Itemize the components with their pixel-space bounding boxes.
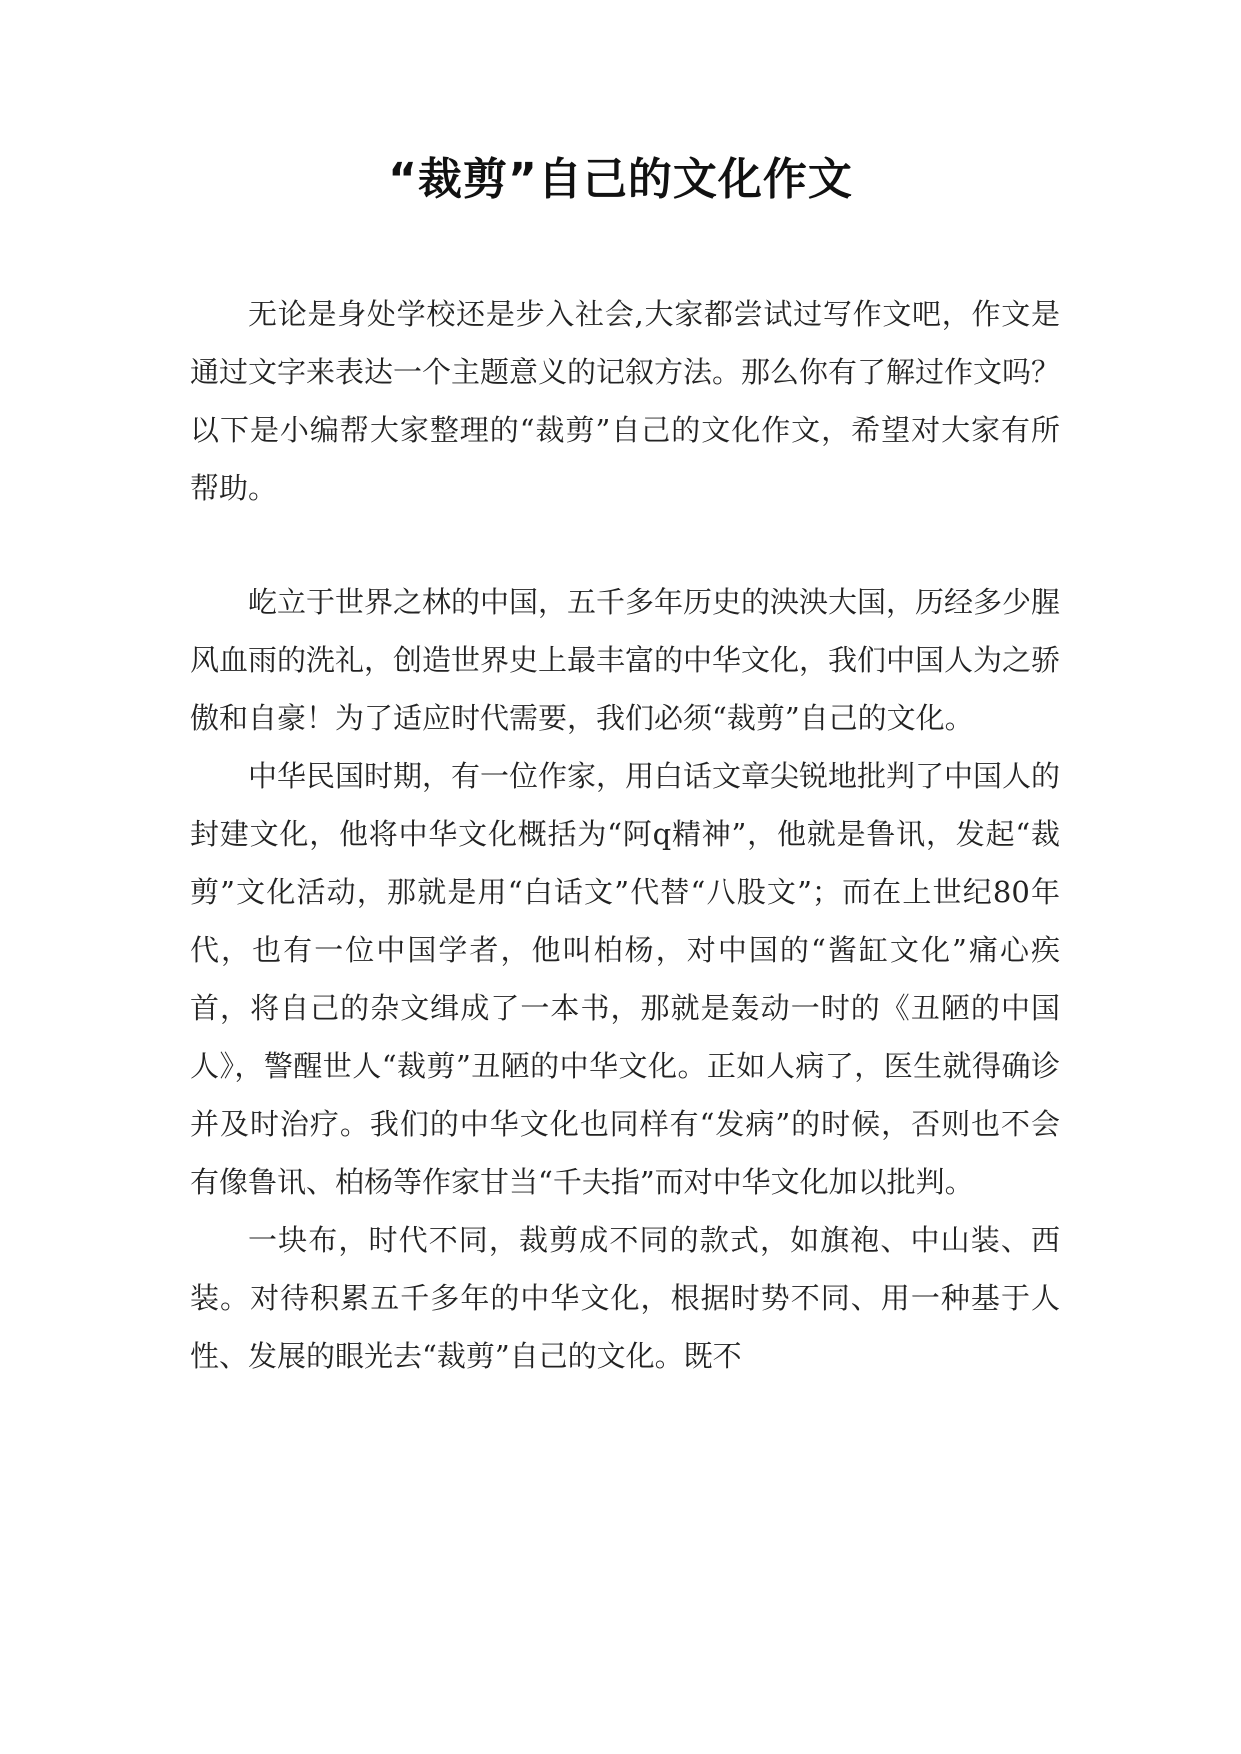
essay-paragraph-2: 中华民国时期，有一位作家，用白话文章尖锐地批判了中国人的封建文化，他将中华文化概括为“阿q精神”，他就是鲁讯，发起“裁剪”文化活动，那就是用“白话文”代替“八股文”；而在上世纪80年代，也有一位中国学者，他叫柏杨，对中国的“酱缸文化”痛心疾首，将自己的杂文缉成了一本书，那就是轰动一时的《丑陋的中国人》，警醒世人“裁剪”丑陋的中华文化。正如人病了，医生就得确诊并及时治疗。我们的中华文化也同样有“发病”的时候，否则也不会有像鲁讯、柏杨等作家甘当“千夫指”而对中华文化加以批判。 [190,759,1061,1199]
essay-body [190,573,1060,1385]
essay-paragraph-3: 一块布，时代不同，裁剪成不同的款式，如旗袍、中山装、西装。对待积累五千多年的中华文化，根据时势不同、用一种基于人性、发展的眼光去“裁剪”自己的文化。既不 [190,1223,1060,1373]
intro-paragraph: 无论是身处学校还是步入社会,大家都尝试过写作文吧，作文是通过文字来表达一个主题意义的记叙方法。那么你有了解过作文吗？以下是小编帮大家整理的“裁剪”自己的文化作文，希望对大家有所帮助。 [190,297,1061,505]
document-title: “裁剪”自己的文化作文 [388,154,853,205]
essay-paragraph-1: 屹立于世界之林的中国，五千多年历史的泱泱大国，历经多少腥风血雨的洗礼，创造世界史上最丰富的中华文化，我们中国人为之骄傲和自豪！为了适应时代需要，我们必须“裁剪”自己的文化。 [190,585,1061,735]
intro-block [190,285,1060,517]
